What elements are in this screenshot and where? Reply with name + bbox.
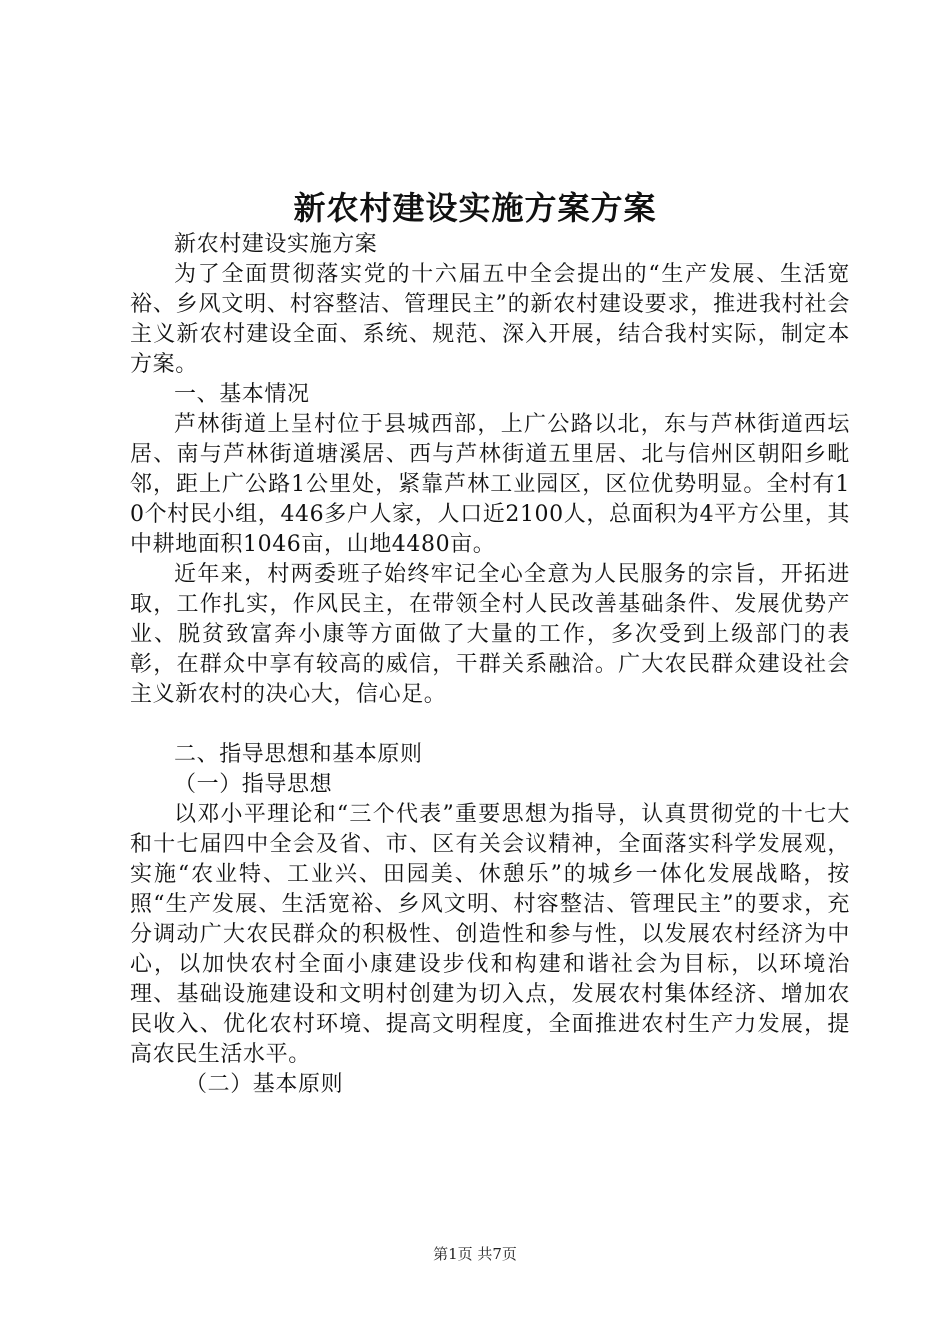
subsection-heading-basic-principles: （二）基本原则 — [185, 1072, 344, 1097]
section-heading-guiding-principles: 二、指导思想和基本原则 — [174, 742, 423, 767]
paragraph-intro: 为了全面贯彻落实党的十六届五中全会提出的“生产发展、生活宽裕、乡风文明、村容整洁、管理民主”的新农村建设要求，推进我村社会主义新农村建设全面、系统、规范、深入开展，结合我村实际，制定本方案。 — [130, 262, 850, 377]
page-number: 第1页 共7页 — [433, 1245, 517, 1263]
paragraph-recent-years: 近年来，村两委班子始终牢记全心全意为人民服务的宗旨，开拓进取，工作扎实，作风民主，在带领全村人民改善基础条件、发展优势产业、脱贫致富奔小康等方面做了大量的工作，多次受到上级部门的表彰，在群众中享有较高的威信，干群关系融洽。广大农民群众建设社会主义新农村的决心大，信心足。 — [130, 562, 850, 707]
section-heading-basic-situation: 一、基本情况 — [174, 382, 310, 407]
document-body — [130, 230, 850, 1100]
paragraph-subtitle: 新农村建设实施方案 — [174, 232, 378, 257]
paragraph-guiding-thought: 以邓小平理论和“三个代表”重要思想为指导，认真贯彻党的十七大和十七届四中全会及省、市、区有关会议精神，全面落实科学发展观，实施“农业特、工业兴、田园美、休憩乐”的城乡一体化发展战略，按照“生产发展、生活宽裕、乡风文明、村容整洁、管理民主”的要求，充分调动广大农民群众的积极性、创造性和参与性，以发展农村经济为中心，以加快农村全面小康建设步伐和构建和谐社会为目标，以环境治理、基础设施建设和文明村创建为切入点，发展农村集体经济、增加农民收入、优化农村环境、提高文明程度，全面推进农村生产力发展，提高农民生活水平。 — [130, 802, 850, 1067]
paragraph-basic-situation: 芦林街道上呈村位于县城西部，上广公路以北，东与芦林街道西坛居、南与芦林街道塘溪居、西与芦林街道五里居、北与信州区朝阳乡毗邻，距上广公路1公里处，紧靠芦林工业园区，区位优势明显。全村有10个村民小组，446多户人家，人口近2100人，总面积为4平方公里，其中耕地面积1046亩，山地4480亩。 — [130, 412, 850, 557]
subsection-heading-guiding-thought: （一）指导思想 — [174, 772, 333, 797]
document-title: 新农村建设实施方案方案 — [293, 189, 657, 227]
